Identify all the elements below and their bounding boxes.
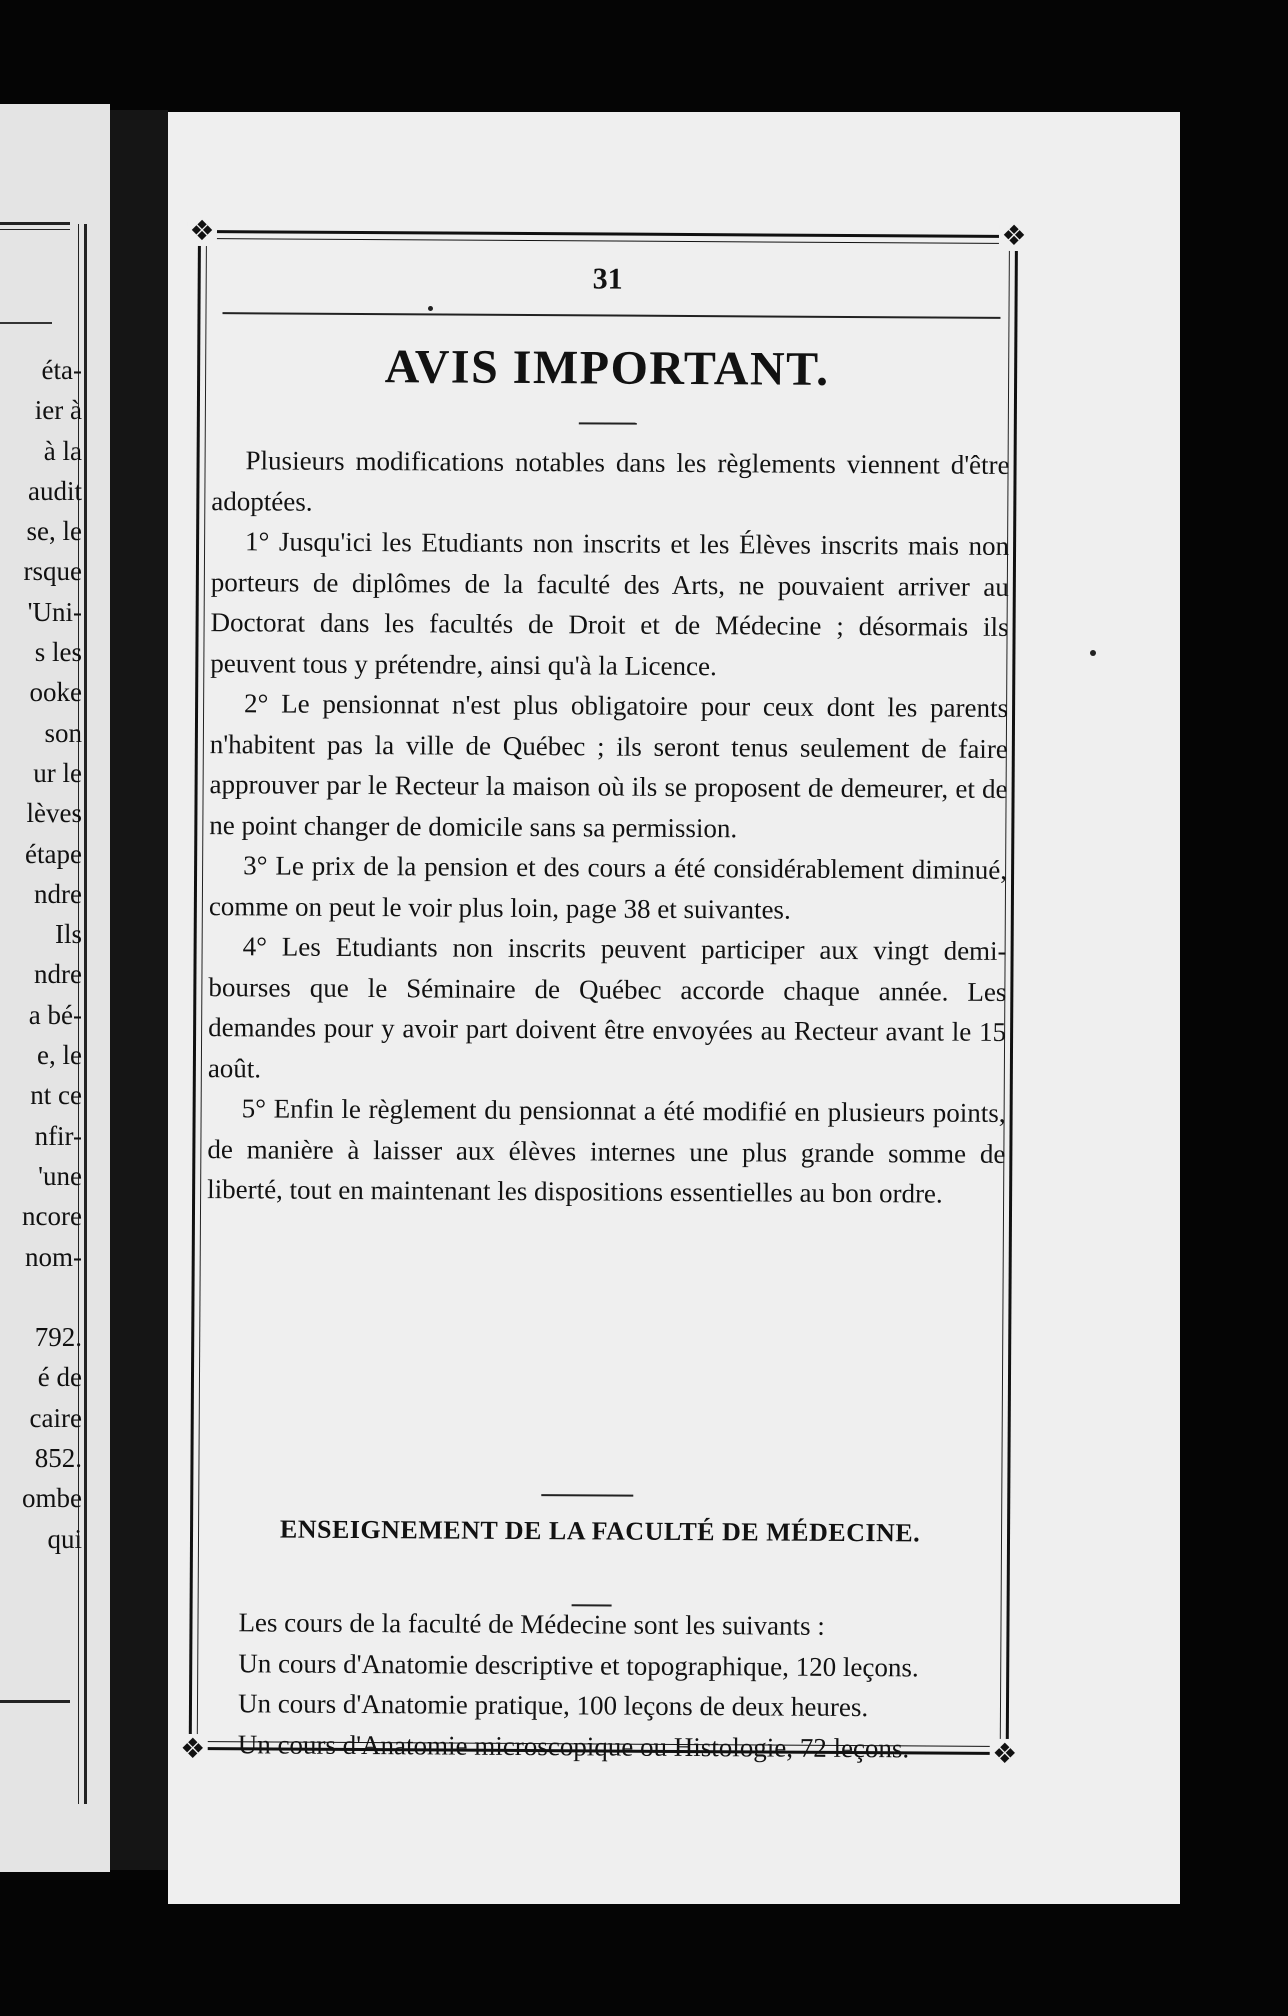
notice-title: AVIS IMPORTANT. [384,340,830,396]
previous-page-top-rule [0,222,70,225]
previous-page-line [0,1277,82,1317]
notice-paragraph: 3° Le prix de la pension et des cours a été considérablement diminué, comme on peut le voir plus loin, page 38 et suivantes. [208,850,1008,925]
section-divider [541,1494,633,1497]
notice-paragraph: 1° Jusqu'ici les Etudiants non inscrits et les Élèves inscrits mais non porteurs de diplômes de la faculté des Arts, ne pouvaient arriver au Doctorat dans les facultés de Droit et de Médecine ; désormais ils peuvent tous y prétendre, ainsi qu'à la Licence. [210,526,1010,681]
previous-page-line: nfir- [34,1120,82,1151]
previous-page-line: lèves [26,798,82,829]
header-rule [222,312,1000,319]
course-paragraph: Les cours de la faculté de Médecine sont les suivants : [238,1607,825,1641]
previous-page-line: nom- [25,1241,82,1272]
page-content [192,230,1015,1763]
book-page [168,112,1180,1904]
previous-page-top-rule-thin [0,229,70,230]
previous-page-line: étape [25,838,82,869]
notice-paragraph: 2° Le pensionnat n'est plus obligatoire pour ceux dont les parents n'habitent pas la ville de Québec ; ils seront tenus seulement de faire approuver par le Recteur la maison où ils se proposent de demeurer, et de ne point changer de domicile sans sa permission. [209,688,1009,843]
notice-paragraph: 5° Enfin le règlement du pensionnat a été modifié en plusieurs points, de manière à laisser aux élèves internes une plus grande somme de liberté, tout en maintenant les dispositions essentielles au bon ordre. [207,1093,1006,1209]
previous-page-line: audit [28,475,82,506]
previous-page-line: nt ce [30,1080,82,1111]
previous-page-frame-line [84,224,87,1804]
notice-paragraph: 4° Les Etudiants non inscrits peuvent participer aux vingt demi-bourses que le Séminaire de Québec accorde chaque année. Les demandes pour y avoir part doivent être envoyées au Recteur avant le 15 août. [207,931,1007,1083]
previous-page-line: 'une [38,1160,82,1191]
previous-page-line: à la [43,435,82,466]
previous-page-line: ombe [22,1483,82,1514]
previous-page-text [0,350,82,1559]
previous-page-line: s les [34,637,82,668]
course-paragraph: Un cours d'Anatomie descriptive et topographique, 120 leçons. [238,1647,919,1682]
previous-page-line: ndre [34,959,82,990]
previous-page-line: éta- [41,355,82,385]
previous-page-line: é de [37,1362,82,1393]
previous-page-line: se, le [26,516,82,547]
title-divider [579,422,637,424]
previous-page-fragment [0,104,110,1872]
book-spine-shadow [110,110,168,1870]
previous-page-line: ur le [33,757,82,788]
previous-page-line: ncore [22,1201,82,1232]
notice-paragraph: Plusieurs modifications notables dans les règlements viennent d'être adoptées. [211,445,1010,517]
corner-ornament-icon: ❖ [990,1739,1020,1769]
courses-body [204,1602,1003,1769]
page-number: 31 [592,262,623,296]
previous-page-line: son [44,717,82,748]
previous-page-line: 792. [34,1322,82,1353]
scan-speck [428,306,433,311]
previous-page-line: 852. [34,1443,82,1474]
previous-page-bottom-rule [0,1700,70,1703]
course-paragraph: Un cours d'Anatomie microscopique ou Histologie, 72 leçons. [237,1728,910,1763]
previous-page-line: ndre [34,878,82,909]
corner-ornament-icon: ❖ [187,216,217,246]
previous-page-line: Ils [55,919,82,950]
previous-page-line: 'Uni- [27,596,82,627]
notice-body [207,440,1010,1214]
previous-page-line: ier à [34,395,82,426]
previous-page-line: caire [29,1402,82,1433]
corner-ornament-icon: ❖ [999,221,1029,251]
previous-page-line: ooke [29,677,82,708]
course-paragraph: Un cours d'Anatomie pratique, 100 leçons de deux heures. [237,1688,869,1723]
scan-speck [1090,650,1096,656]
previous-page-line: qui [47,1523,82,1554]
corner-ornament-icon: ❖ [178,1734,208,1764]
previous-page-line: rsque [23,556,82,587]
page-border-frame [180,213,1027,1771]
section-heading: ENSEIGNEMENT DE LA FACULTÉ DE MÉDECINE. [279,1514,921,1548]
previous-page-line: e, le [37,1040,82,1071]
previous-page-line: a bé- [28,999,82,1030]
previous-page-header-rule [0,322,52,324]
